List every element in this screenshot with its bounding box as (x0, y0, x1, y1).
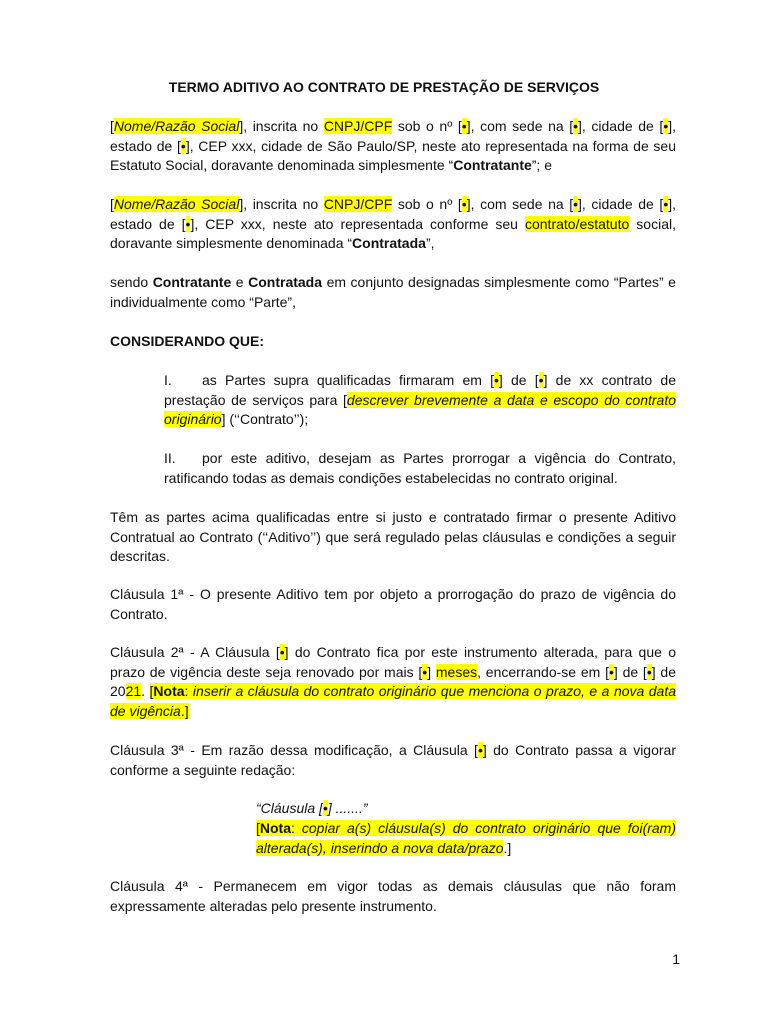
partes-paragraph: sendo Contratante e Contratada em conjunto designadas simplesmente como “Partes” e individualmente como “Parte”, (110, 274, 676, 310)
placeholder-bullet: • (322, 800, 328, 816)
placeholder-year: 21 (125, 683, 142, 699)
placeholder-contrato-estatuto: contrato/estatuto (524, 215, 630, 232)
clausula-1: Cláusula 1ª - O presente Aditivo tem por objeto a prorrogação do prazo de vigência do Contrato. (110, 586, 676, 622)
placeholder-bullet: • (422, 663, 428, 680)
preamble-paragraph: Têm as partes acima qualificadas entre si justo e contratado firmar o presente Aditivo Contratual ao Contrato (‘‘Aditivo’’) que será regulado pelas cláusulas e condições a seguir descritas. (110, 509, 676, 564)
placeholder-bullet: • (573, 196, 579, 212)
contratante-term: Contratante (453, 157, 532, 173)
clausula-2: Cláusula 2ª - A Cláusula [•] do Contrato fica por este instrumento alterada, para que o prazo de vigência deste seja renovado por mais [•] meses, encerrando-se em [•] de [•] de 2021. [Nota: inserir a cláusula do contrato originário que menciona o prazo, e a nova data de vigência.] (110, 644, 677, 719)
placeholder-bullet: • (663, 196, 669, 212)
placeholder-doc: CNPJ/CPF (323, 196, 393, 212)
item-number: I. (164, 372, 172, 388)
clausula-4: Cláusula 4ª - Permanecem em vigor todas as demais cláusulas que não foram expressamente alteradas pelo presente instrumento. (110, 878, 676, 914)
placeholder-name: Nome/Razão Social (113, 196, 240, 212)
considerando-heading: CONSIDERANDO QUE: (110, 333, 265, 349)
clausula-3: Cláusula 3ª - Em razão dessa modificação, a Cláusula [•] do Contrato passa a vigorar conforme a seguinte redação: (110, 742, 676, 778)
page-number: 1 (672, 951, 680, 967)
placeholder-bullet: • (180, 137, 186, 154)
item-number: II. (164, 450, 176, 466)
placeholder-bullet: • (477, 742, 483, 758)
placeholder-bullet: • (538, 372, 544, 388)
placeholder-bullet: • (185, 215, 191, 232)
placeholder-doc: CNPJ/CPF (323, 118, 393, 134)
considerando-item-2: II. por este aditivo, desejam as Partes prorrogar a vigência do Contrato, ratificando todas as demais condições estabelecidas no contrato original. (164, 450, 676, 486)
placeholder-bullet: • (663, 118, 669, 134)
party-contratante-paragraph: [Nome/Razão Social], inscrita no CNPJ/CPF sob o nº [•], com sede na [•], cidade de [•], estado de [•], CEP xxx, cidade de São Paulo/SP, neste ato representada na forma de seu Estatuto Social, doravante denominada simplesmente “Contratante”; e (110, 118, 676, 173)
placeholder-bullet: • (608, 663, 614, 680)
placeholder-bullet: • (573, 118, 579, 134)
placeholder-meses: meses (435, 663, 478, 680)
placeholder-bullet: • (493, 372, 499, 388)
placeholder-bullet: • (461, 118, 467, 134)
quoted-clause: “Cláusula [•] .......” (256, 800, 368, 816)
placeholder-bullet: • (461, 196, 467, 212)
nota-block: [Nota: inserir a cláusula do contrato originário que menciona o prazo, e a nova data de vigência.] (110, 683, 677, 719)
document-title: TERMO ADITIVO AO CONTRATO DE PRESTAÇÃO DE SERVIÇOS (168, 79, 600, 95)
considerando-item-1: I. as Partes supra qualificadas firmaram em [•] de [•] de xx contrato de prestação de serviços para [descrever brevemente a data e escopo do contrato originário] (‘‘Contrato’’); (164, 372, 677, 427)
party-contratada-paragraph: [Nome/Razão Social], inscrita no CNPJ/CPF sob o nº [•], com sede na [•], cidade de [•], estado de [•], CEP xxx, neste ato representada conforme seu contrato/estatuto social, doravante simplesmente denominada “Contratada”, (110, 196, 676, 251)
placeholder-contract-scope: descrever brevemente a data e escopo do contrato originário (164, 391, 677, 427)
nota-2: [Nota: copiar a(s) cláusula(s) do contrato originário que foi(ram) alterada(s), inserindo a nova data/prazo.] (256, 820, 677, 856)
placeholder-name: Nome/Razão Social (113, 118, 240, 134)
placeholder-bullet: • (646, 663, 652, 680)
placeholder-bullet: • (279, 644, 285, 660)
contratada-term: Contratada (352, 235, 426, 251)
